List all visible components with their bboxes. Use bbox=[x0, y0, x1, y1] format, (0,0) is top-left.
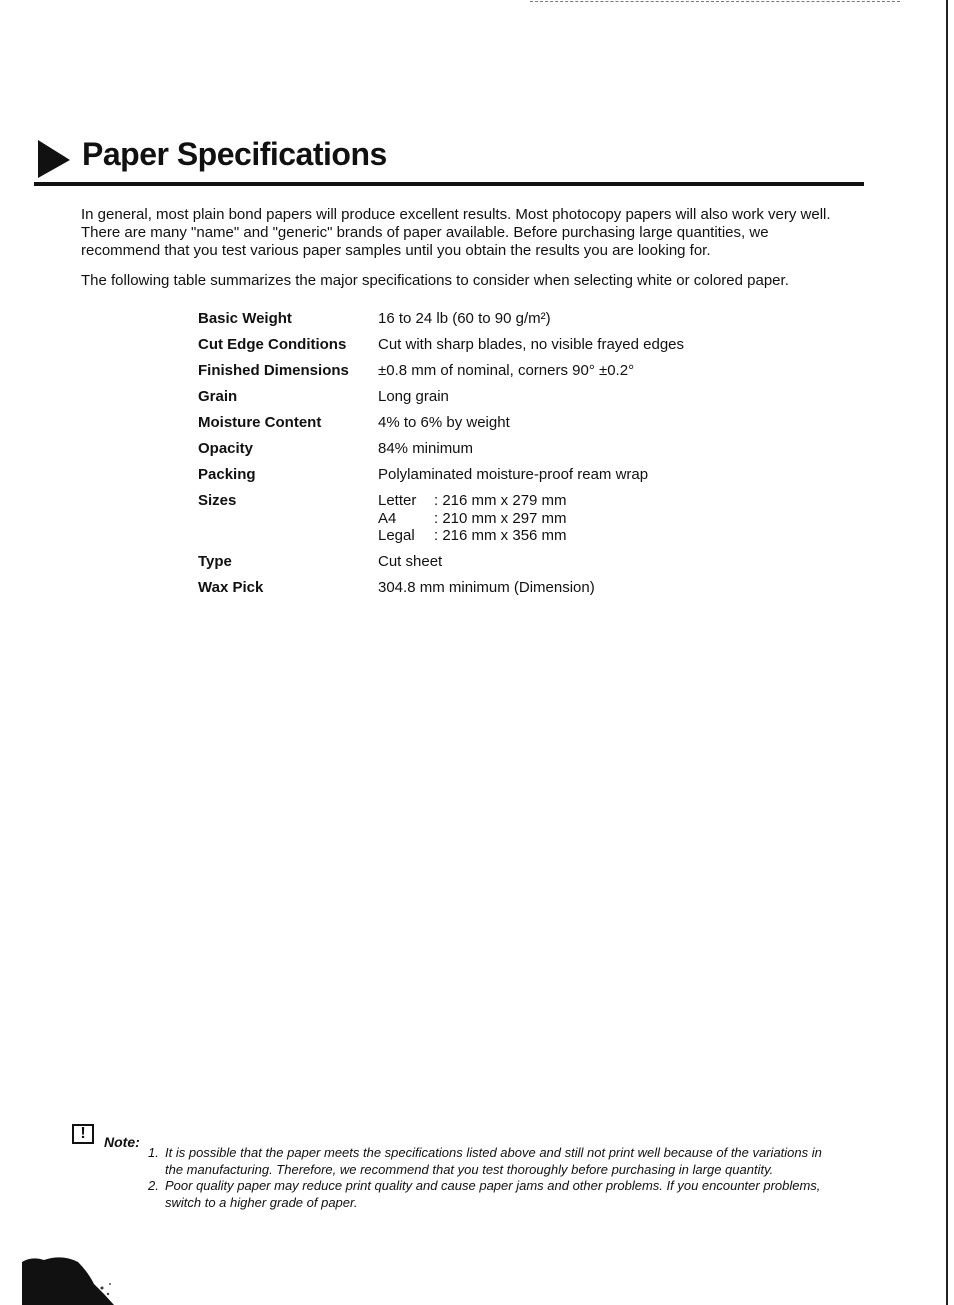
note-item bbox=[148, 1144, 838, 1178]
heading-underline bbox=[34, 182, 864, 186]
spec-value: 16 to 24 lb (60 to 90 g/m²) bbox=[378, 310, 551, 327]
size-name: A4 bbox=[378, 509, 397, 527]
spec-label: Finished Dimensions bbox=[198, 362, 349, 379]
size-dims: : 210 mm x 297 mm bbox=[434, 509, 567, 527]
section-heading bbox=[34, 132, 864, 186]
spec-row bbox=[198, 440, 758, 458]
spec-value: 4% to 6% by weight bbox=[378, 414, 510, 431]
size-line bbox=[378, 510, 567, 528]
exclamation-box-icon: ! bbox=[72, 1124, 94, 1144]
page-number-tab bbox=[22, 1254, 114, 1305]
note-number: 2. bbox=[148, 1178, 159, 1193]
spec-value: Polylaminated moisture-proof ream wrap bbox=[378, 466, 649, 483]
size-name: Legal bbox=[378, 527, 415, 544]
size-line bbox=[378, 492, 567, 510]
sizes-list bbox=[378, 492, 567, 545]
note-label: Note: bbox=[104, 1134, 140, 1150]
spec-row-sizes bbox=[198, 492, 758, 545]
intro-paragraph: In general, most plain bond papers will produce excellent results. Most photocopy papers will also work very well. There are many "name" and "generic" brands of paper available. Before purchasing large quantities, we recommend that you test various paper samples until you obtain the results you are looking for. bbox=[81, 206, 831, 259]
size-dims: : 216 mm x 356 mm bbox=[434, 527, 567, 544]
scan-page-edge bbox=[946, 0, 948, 1305]
note-item bbox=[148, 1177, 838, 1211]
scan-top-rule bbox=[530, 1, 900, 2]
spec-row bbox=[198, 388, 758, 406]
spec-value: Cut sheet bbox=[378, 552, 443, 570]
spec-value: 304.8 mm minimum (Dimension) bbox=[378, 578, 595, 596]
spec-row bbox=[198, 466, 758, 484]
note-text: Poor quality paper may reduce print quality and cause paper jams and other problems. If you encounter problems, switch to a higher grade of paper. bbox=[165, 1178, 821, 1210]
spec-row bbox=[198, 553, 758, 571]
spec-label: Wax Pick bbox=[198, 578, 264, 596]
note-number: 1. bbox=[148, 1145, 159, 1160]
spec-row bbox=[198, 336, 758, 354]
spec-label: Cut Edge Conditions bbox=[198, 336, 347, 353]
spec-label: Opacity bbox=[198, 440, 254, 457]
spec-label: Grain bbox=[198, 388, 238, 405]
spec-label: Moisture Content bbox=[198, 414, 322, 431]
size-dims: : 216 mm x 279 mm bbox=[434, 492, 567, 509]
spec-value: Cut with sharp blades, no visible frayed edges bbox=[378, 336, 685, 353]
spec-label: Sizes bbox=[198, 492, 237, 509]
spec-value: Long grain bbox=[378, 388, 449, 405]
spec-value: ±0.8 mm of nominal, corners 90° ±0.2° bbox=[378, 362, 635, 379]
spec-row bbox=[198, 310, 758, 328]
spec-label: Basic Weight bbox=[198, 310, 292, 327]
summary-paragraph: The following table summarizes the major specifications to consider when selecting white or colored paper. bbox=[81, 272, 789, 289]
note-text: It is possible that the paper meets the specifications listed above and still not print well because of the variations in the manufacturing. Therefore, we recommend that you test thoroughly before purchasing in large quantity. bbox=[165, 1145, 822, 1177]
spec-row bbox=[198, 362, 758, 380]
size-name: Letter bbox=[378, 492, 417, 509]
spec-table bbox=[198, 310, 758, 605]
spec-row bbox=[198, 414, 758, 432]
spec-row bbox=[198, 579, 758, 597]
spec-label: Packing bbox=[198, 466, 256, 483]
spec-label: Type bbox=[198, 552, 232, 570]
page-title: Paper Specifications bbox=[82, 136, 387, 172]
size-line bbox=[378, 527, 567, 545]
spec-value: 84% minimum bbox=[378, 440, 474, 457]
play-arrow-icon bbox=[34, 138, 74, 178]
